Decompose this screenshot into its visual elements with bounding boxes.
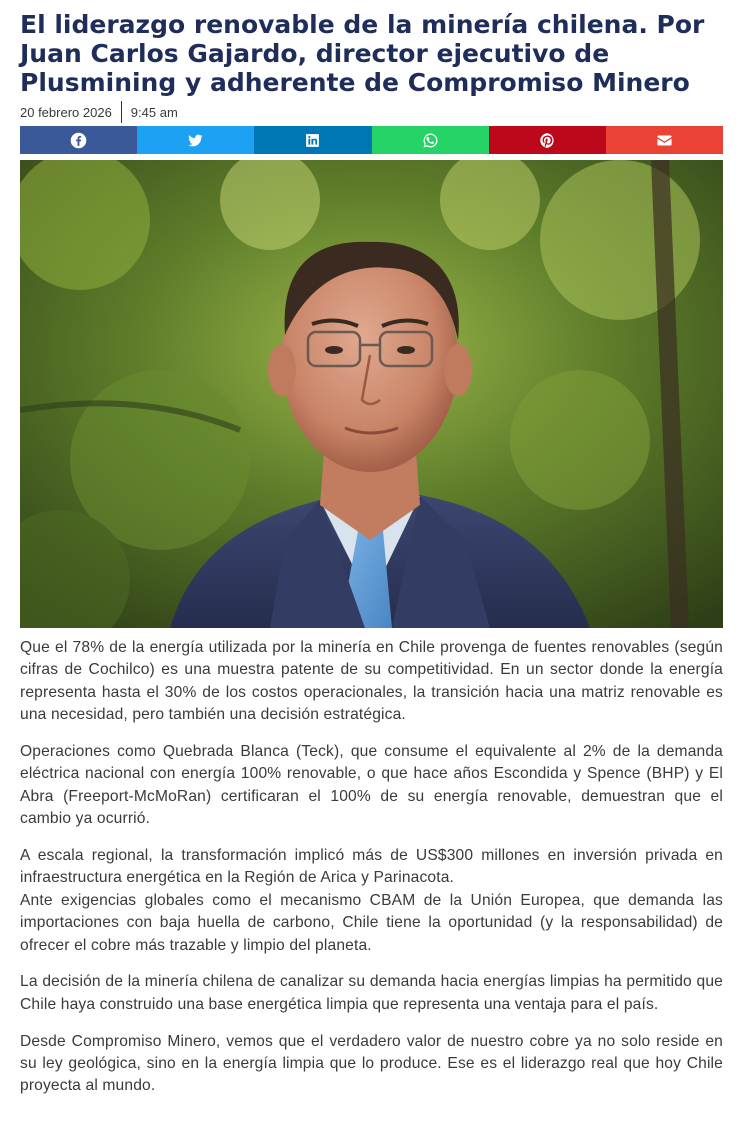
linkedin-icon xyxy=(304,132,321,149)
share-whatsapp-button[interactable] xyxy=(372,126,489,154)
post-date: 20 febrero 2026 xyxy=(20,104,112,120)
article-photo xyxy=(20,160,723,628)
facebook-icon xyxy=(70,132,87,149)
twitter-icon xyxy=(187,132,204,149)
post-meta xyxy=(20,101,178,123)
share-facebook-button[interactable] xyxy=(20,126,137,154)
article-paragraph: Desde Compromiso Minero, vemos que el verdadero valor de nuestro cobre ya no solo reside en su ley geológica, sino en la energía limpia que lo produce. Ese es el liderazgo real que hoy Chile proyecta al mundo. xyxy=(20,1032,723,1095)
article-paragraph: Que el 78% de la energía utilizada por la minería en Chile provenga de fuentes renovables (según cifras de Cochilco) es una muestra patente de su competitividad. En un sector donde la energía representa hasta el 30% de los costos operacionales, la transición hacia una matriz renovable es una necesidad, pero también una decisión estratégica. xyxy=(20,639,723,724)
meta-divider xyxy=(121,101,122,123)
share-pinterest-button[interactable] xyxy=(489,126,606,154)
article-body xyxy=(20,637,723,1112)
share-twitter-button[interactable] xyxy=(137,126,254,154)
article-title: El liderazgo renovable de la minería chilena. Por Juan Carlos Gajardo, director ejecutivo de Plusmining y adherente de Compromiso Minero xyxy=(20,10,705,97)
post-time: 9:45 am xyxy=(130,104,178,120)
portrait-photo xyxy=(20,160,723,628)
pinterest-icon xyxy=(539,132,556,149)
article-paragraph: A escala regional, la transformación implicó más de US$300 millones en inversión privada en infraestructura energética en la Región de Arica y Parinacota. xyxy=(20,847,723,887)
article-paragraph: Operaciones como Quebrada Blanca (Teck), que consume el equivalente al 2% de la demanda eléctrica nacional con energía 100% renovable, o que hace años Escondida y Spence (BHP) y El Abra (Freeport-McMoRan) certificaran el 100% de su energía renovable, demuestran que el cambio ya ocurrió. xyxy=(20,743,723,828)
article-paragraph: Ante exigencias globales como el mecanismo CBAM de la Unión Europea, que demanda las importaciones con baja huella de carbono, Chile tiene la oportunidad (y la responsabilidad) de ofrecer el cobre más trazable y limpio del planeta. xyxy=(20,891,723,954)
envelope-icon xyxy=(656,132,673,149)
share-email-button[interactable] xyxy=(606,126,723,154)
share-bar xyxy=(20,126,723,154)
whatsapp-icon xyxy=(422,132,439,149)
share-linkedin-button[interactable] xyxy=(254,126,371,154)
article-paragraph: La decisión de la minería chilena de canalizar su demanda hacia energías limpias ha permitido que Chile haya construido una base energética limpia que representa una ventaja para el país. xyxy=(20,973,723,1013)
